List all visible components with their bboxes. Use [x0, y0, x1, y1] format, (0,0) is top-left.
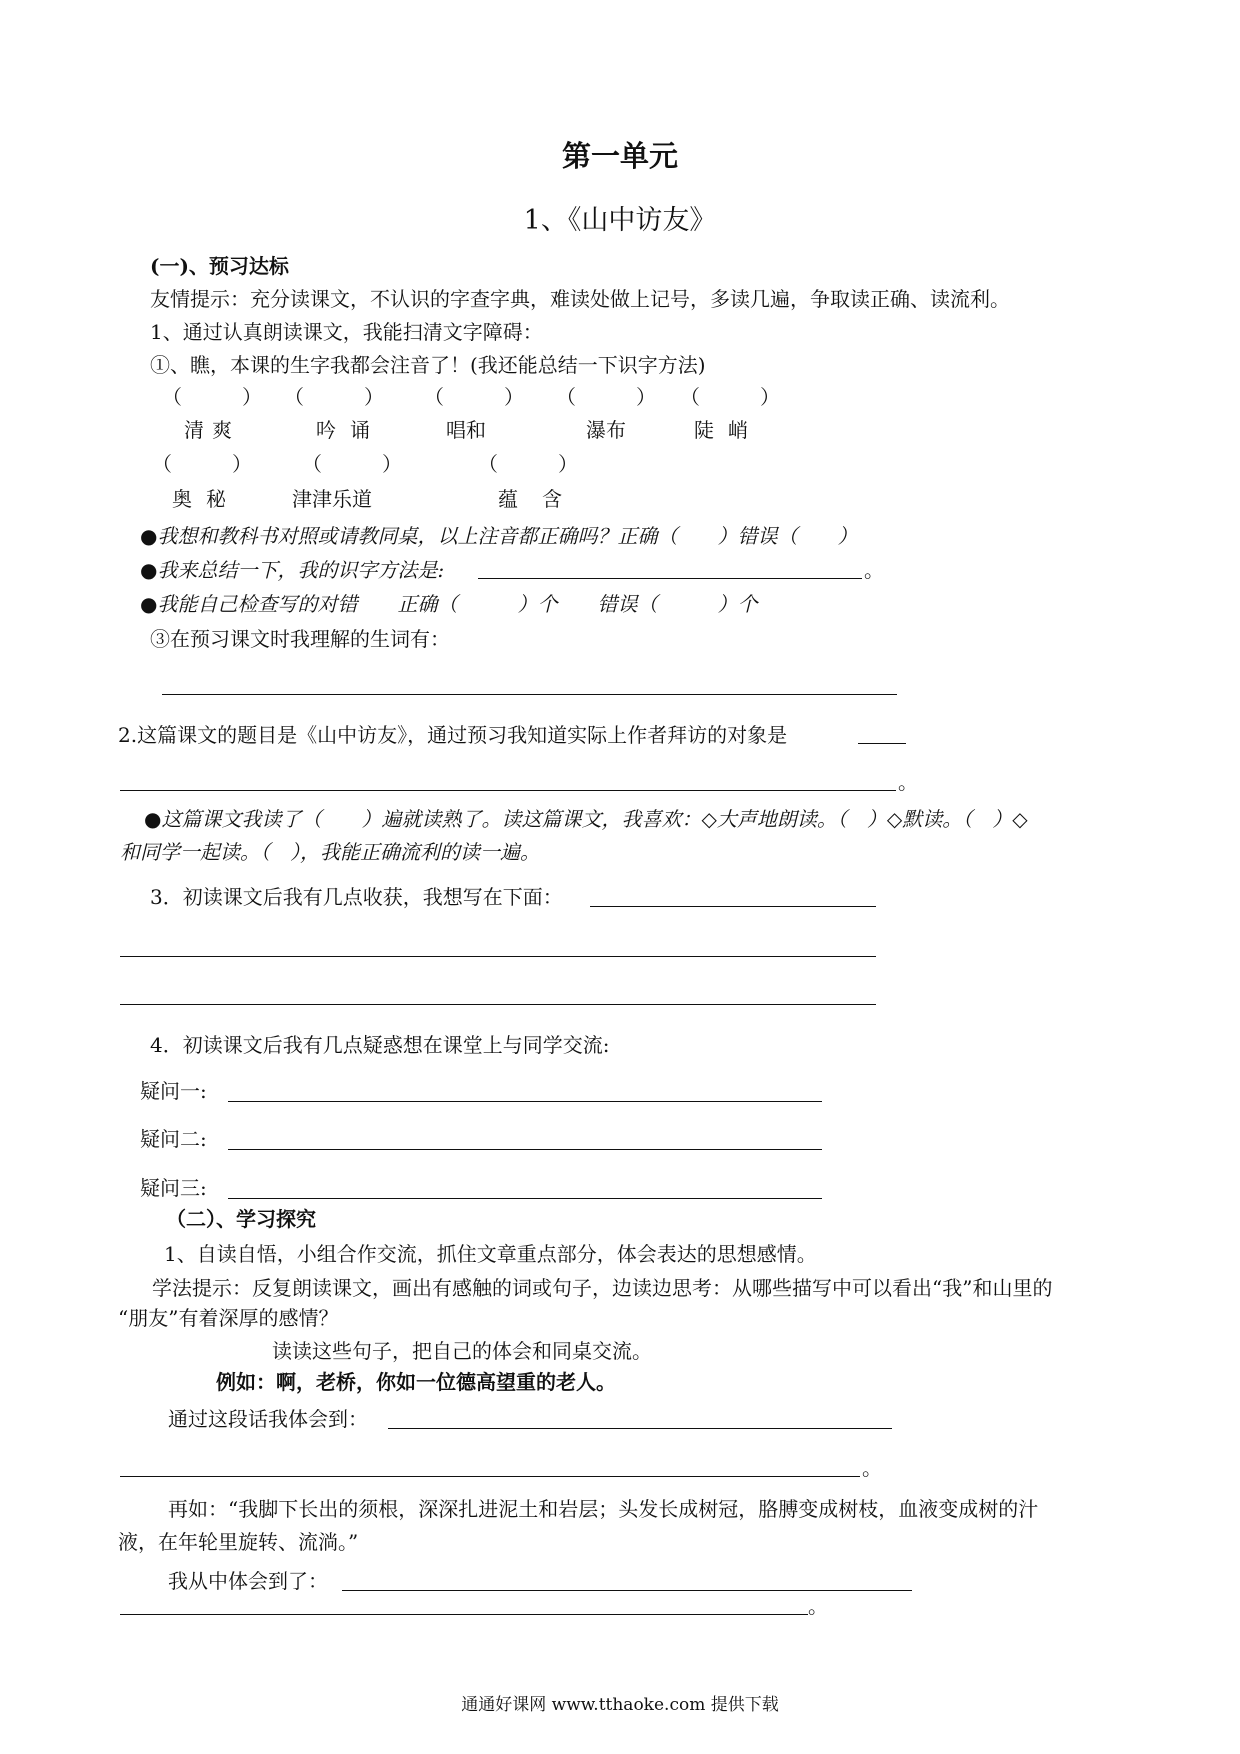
pinyin-blank: （ ） [556, 385, 656, 409]
pinyin-blank: （ ） [478, 452, 578, 476]
answer-line[interactable] [228, 1149, 822, 1150]
check-self: ●我能自己检查写的对错 正确（ ）个 错误（ ）个 [140, 592, 758, 616]
section-heading-explore: （二）、学习探究 [166, 1207, 316, 1231]
method-tip-2: “朋友”有着深厚的感情？ [118, 1306, 339, 1330]
question-3: 3．初读课文后我有几点收获，我想写在下面： [150, 885, 563, 909]
answer-line[interactable] [590, 906, 876, 907]
question-2: 2.这篇课文的题目是《山中访友》，通过预习我知道实际上作者拜访的对象是 [118, 723, 788, 747]
answer-line[interactable] [228, 1198, 822, 1199]
vocab-word: 奥秘 [172, 487, 240, 511]
pinyin-blank: （ ） [424, 385, 524, 409]
answer-line[interactable] [858, 743, 906, 744]
example-sentence: 例如：啊，老桥，你如一位德高望重的老人。 [216, 1370, 616, 1394]
another-example-2: 液，在年轮里旋转、流淌。” [118, 1530, 359, 1554]
pinyin-blank: （ ） [162, 385, 262, 409]
vocab-word: 蕴含 [498, 487, 586, 511]
reading-record-1: ●这篇课文我读了（ ）遍就读熟了。读这篇课文，我喜欢：◇大声地朗读。（ ）◇默读。（ ）◇ [144, 807, 1028, 831]
footer-credit: 通通好课网 www.tthaoke.com 提供下载 [461, 1695, 779, 1715]
pinyin-blank: （ ） [680, 385, 780, 409]
pinyin-blank: （ ） [152, 452, 252, 476]
period: 。 [898, 770, 918, 794]
period: 。 [808, 1594, 828, 1618]
another-example-1: 再如：“我脚下长出的须根，深深扎进泥土和岩层；头发长成树冠，胳膊变成树枝，血液变成树的汁 [168, 1497, 1039, 1521]
answer-line[interactable] [120, 1004, 876, 1005]
friendly-tip: 友情提示：充分读课文，不认识的字查字典，难读处做上记号，多读几遍，争取读正确、读流利。 [150, 287, 1010, 311]
doubt-label: 疑问三: [140, 1176, 207, 1200]
unit-title: 第一单元 [561, 139, 678, 173]
section-heading-preview: (一)、预习达标 [150, 254, 289, 278]
period: 。 [864, 558, 884, 582]
check-method: ●我来总结一下，我的识字方法是: [140, 558, 445, 582]
answer-line[interactable] [162, 694, 897, 695]
vocab-word: 唱和 [446, 418, 486, 442]
vocab-word: 津津乐道 [292, 487, 372, 511]
read-share: 读读这些句子，把自己的体会和同桌交流。 [272, 1339, 652, 1363]
question-1-3: ③在预习课文时我理解的生词有： [150, 627, 450, 651]
answer-line[interactable] [228, 1101, 822, 1102]
check-pinyin: ●我想和教科书对照或请教同桌，以上注音都正确吗？正确（ ）错误（ ） [140, 524, 858, 548]
reading-record-2: 和同学一起读。（ ），我能正确流利的读一遍。 [120, 840, 540, 864]
answer-line[interactable] [120, 790, 896, 791]
doubt-label: 疑问一: [140, 1079, 207, 1103]
understand-prompt-2: 我从中体会到了： [168, 1569, 328, 1593]
answer-line[interactable] [120, 1614, 808, 1615]
method-tip-1: 学法提示：反复朗读课文，画出有感触的词或句子，边读边思考：从哪些描写中可以看出“我”和山里的 [152, 1276, 1053, 1300]
answer-line[interactable] [388, 1428, 892, 1429]
answer-line[interactable] [120, 1476, 860, 1477]
vocab-word: 瀑布 [586, 418, 626, 442]
answer-line[interactable] [120, 956, 876, 957]
question-4: 4．初读课文后我有几点疑惑想在课堂上与同学交流: [150, 1033, 610, 1057]
pinyin-blank: （ ） [302, 452, 402, 476]
vocab-word: 清爽 [184, 418, 240, 442]
answer-line[interactable] [478, 578, 862, 579]
understand-prompt-1: 通过这段话我体会到： [168, 1407, 368, 1431]
doubt-label: 疑问二: [140, 1127, 207, 1151]
question-1-1: ①、瞧，本课的生字我都会注音了！(我还能总结一下识字方法) [150, 353, 706, 377]
pinyin-blank: （ ） [284, 385, 384, 409]
vocab-word: 陡峭 [694, 418, 762, 442]
lesson-title: 1、《山中访友》 [523, 205, 717, 236]
period: 。 [862, 1456, 882, 1480]
answer-line[interactable] [342, 1590, 912, 1591]
question-1: 1、通过认真朗读课文，我能扫清文字障碍： [150, 320, 543, 344]
explore-item-1: 1、自读自悟，小组合作交流，抓住文章重点部分，体会表达的思想感情。 [164, 1242, 817, 1266]
vocab-word: 吟诵 [316, 418, 384, 442]
